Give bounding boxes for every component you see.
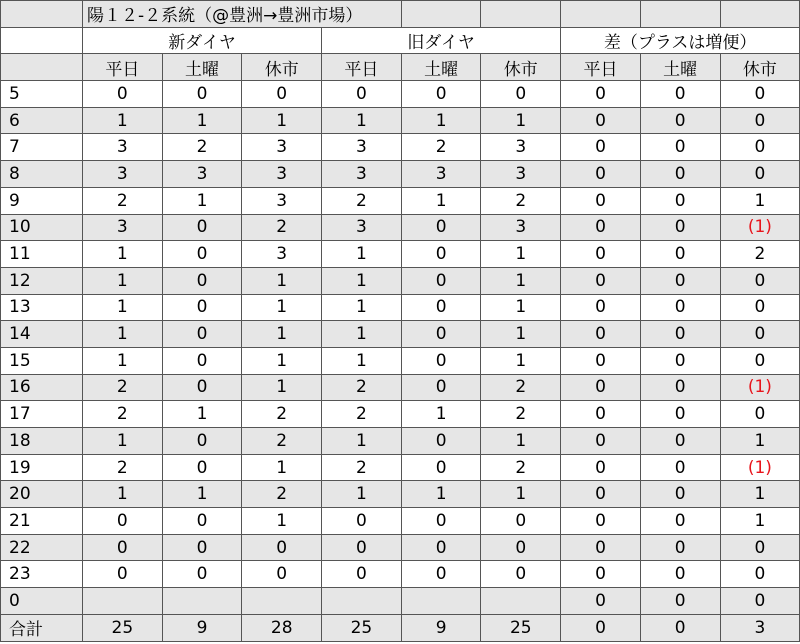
corner-cell: [1, 27, 83, 54]
value-cell: 0: [401, 347, 481, 374]
value-cell: 0: [640, 401, 720, 428]
table-title: 陽１２-２系統（@豊洲→豊洲市場）: [83, 1, 402, 28]
value-cell: 3: [83, 214, 163, 241]
value-cell: 1: [481, 481, 561, 508]
blank-cell: [720, 1, 800, 28]
value-cell: [162, 588, 242, 615]
value-cell: 0: [720, 267, 800, 294]
value-cell: 0: [720, 401, 800, 428]
hour-cell: 6: [1, 107, 83, 134]
total-row: [1, 614, 800, 641]
value-cell: 1: [401, 187, 481, 214]
subheader-cell: 休市: [720, 54, 800, 81]
value-cell: 2: [322, 187, 402, 214]
value-cell: 0: [401, 214, 481, 241]
value-cell: 2: [242, 428, 322, 455]
value-cell: 1: [481, 347, 561, 374]
value-cell: 3: [83, 134, 163, 161]
value-cell: 1: [83, 107, 163, 134]
blank-cell: [640, 1, 720, 28]
value-cell: 3: [322, 214, 402, 241]
value-cell: 0: [640, 187, 720, 214]
value-cell: 0: [401, 294, 481, 321]
value-cell: 1: [481, 428, 561, 455]
value-cell: 0: [322, 561, 402, 588]
value-cell: 0: [162, 241, 242, 268]
value-cell: 1: [322, 347, 402, 374]
value-cell: 1: [83, 428, 163, 455]
value-cell: 0: [640, 161, 720, 188]
value-cell: 0: [640, 588, 720, 615]
value-cell: 0: [83, 508, 163, 535]
value-cell: 0: [640, 267, 720, 294]
value-cell: 0: [401, 454, 481, 481]
value-cell: 3: [242, 134, 322, 161]
value-cell: 0: [640, 534, 720, 561]
value-cell: 0: [401, 508, 481, 535]
value-cell: 1: [242, 294, 322, 321]
value-cell: 1: [83, 294, 163, 321]
corner-cell: [1, 54, 83, 81]
value-cell: 1: [322, 294, 402, 321]
value-cell: 2: [481, 374, 561, 401]
table-row: [1, 374, 800, 401]
value-cell: 0: [561, 561, 641, 588]
value-cell: 2: [322, 454, 402, 481]
total-cell: 25: [481, 614, 561, 641]
value-cell: [83, 588, 163, 615]
total-cell: 3: [720, 614, 800, 641]
value-cell: 0: [640, 321, 720, 348]
value-cell: 1: [162, 107, 242, 134]
value-cell: 0: [561, 241, 641, 268]
table-row: [1, 561, 800, 588]
total-cell: 28: [242, 614, 322, 641]
table-row: [1, 107, 800, 134]
value-cell: 2: [83, 401, 163, 428]
value-cell: [322, 588, 402, 615]
table-row: [1, 187, 800, 214]
value-cell: 0: [640, 508, 720, 535]
hour-cell: 20: [1, 481, 83, 508]
group-header-row: [1, 27, 800, 54]
value-cell: 0: [401, 374, 481, 401]
value-cell: 0: [83, 81, 163, 108]
value-cell: 0: [640, 214, 720, 241]
value-cell: 1: [481, 321, 561, 348]
value-cell: 3: [401, 161, 481, 188]
hour-cell: 12: [1, 267, 83, 294]
value-cell: 0: [640, 134, 720, 161]
value-cell: 1: [322, 481, 402, 508]
total-cell: 9: [162, 614, 242, 641]
value-cell: 2: [322, 374, 402, 401]
table-row: [1, 428, 800, 455]
table-row: [1, 81, 800, 108]
value-cell: 1: [162, 187, 242, 214]
hour-cell: 23: [1, 561, 83, 588]
hour-cell: 0: [1, 588, 83, 615]
value-cell: 0: [720, 107, 800, 134]
table-row: [1, 347, 800, 374]
table-row: [1, 481, 800, 508]
hour-cell: 15: [1, 347, 83, 374]
hour-cell: 21: [1, 508, 83, 535]
value-cell: 0: [561, 267, 641, 294]
value-cell: 2: [83, 187, 163, 214]
title-row: [1, 1, 800, 28]
subheader-cell: 土曜: [162, 54, 242, 81]
value-cell: [242, 588, 322, 615]
value-cell: 1: [162, 481, 242, 508]
value-cell: 0: [481, 561, 561, 588]
value-cell: (1): [720, 214, 800, 241]
value-cell: 0: [162, 321, 242, 348]
value-cell: 0: [481, 534, 561, 561]
value-cell: 1: [401, 481, 481, 508]
value-cell: 0: [561, 534, 641, 561]
table-row: [1, 321, 800, 348]
value-cell: 0: [162, 561, 242, 588]
value-cell: 0: [561, 214, 641, 241]
value-cell: 0: [561, 481, 641, 508]
value-cell: 1: [720, 508, 800, 535]
table-row: [1, 214, 800, 241]
value-cell: 0: [561, 161, 641, 188]
value-cell: 1: [481, 107, 561, 134]
value-cell: 0: [242, 561, 322, 588]
value-cell: 0: [561, 107, 641, 134]
value-cell: 0: [162, 347, 242, 374]
group-header-diff: 差（プラスは増便）: [561, 27, 800, 54]
value-cell: 0: [561, 294, 641, 321]
value-cell: 1: [83, 321, 163, 348]
group-header-new: 新ダイヤ: [83, 27, 322, 54]
table-row: [1, 294, 800, 321]
hour-cell: 14: [1, 321, 83, 348]
value-cell: 0: [720, 81, 800, 108]
value-cell: 0: [561, 134, 641, 161]
hour-cell: 11: [1, 241, 83, 268]
value-cell: 0: [640, 561, 720, 588]
hour-cell: 22: [1, 534, 83, 561]
value-cell: 3: [481, 214, 561, 241]
hour-cell: 10: [1, 214, 83, 241]
value-cell: 0: [720, 134, 800, 161]
subheader-cell: 土曜: [640, 54, 720, 81]
value-cell: 0: [640, 428, 720, 455]
hour-cell: 7: [1, 134, 83, 161]
value-cell: 0: [720, 294, 800, 321]
value-cell: 2: [481, 187, 561, 214]
value-cell: 1: [720, 481, 800, 508]
blank-cell: [481, 1, 561, 28]
value-cell: 0: [322, 508, 402, 535]
value-cell: 0: [162, 294, 242, 321]
value-cell: 1: [322, 428, 402, 455]
value-cell: 1: [83, 267, 163, 294]
hour-cell: 9: [1, 187, 83, 214]
value-cell: 3: [481, 161, 561, 188]
value-cell: 0: [401, 561, 481, 588]
hour-cell: 16: [1, 374, 83, 401]
value-cell: 3: [162, 161, 242, 188]
value-cell: 0: [401, 81, 481, 108]
value-cell: 2: [83, 454, 163, 481]
value-cell: 0: [561, 588, 641, 615]
value-cell: 1: [720, 187, 800, 214]
value-cell: 2: [720, 241, 800, 268]
value-cell: 1: [242, 267, 322, 294]
value-cell: 0: [401, 534, 481, 561]
total-cell: 9: [401, 614, 481, 641]
table-row: [1, 534, 800, 561]
value-cell: 1: [83, 347, 163, 374]
total-label: 合計: [1, 614, 83, 641]
value-cell: 0: [720, 321, 800, 348]
value-cell: 0: [401, 241, 481, 268]
table-row: [1, 588, 800, 615]
blank-cell: [401, 1, 481, 28]
subheader-row: [1, 54, 800, 81]
value-cell: 3: [322, 134, 402, 161]
value-cell: 0: [322, 81, 402, 108]
value-cell: 0: [640, 241, 720, 268]
value-cell: 0: [561, 428, 641, 455]
value-cell: 0: [162, 508, 242, 535]
value-cell: 0: [162, 81, 242, 108]
subheader-cell: 平日: [561, 54, 641, 81]
value-cell: 2: [481, 401, 561, 428]
value-cell: 2: [242, 401, 322, 428]
value-cell: 1: [481, 241, 561, 268]
value-cell: 0: [481, 81, 561, 108]
value-cell: 1: [162, 401, 242, 428]
value-cell: 0: [401, 267, 481, 294]
value-cell: 0: [401, 428, 481, 455]
value-cell: 0: [640, 81, 720, 108]
value-cell: 1: [322, 107, 402, 134]
value-cell: 0: [162, 534, 242, 561]
table-row: [1, 454, 800, 481]
value-cell: 0: [561, 347, 641, 374]
value-cell: 3: [83, 161, 163, 188]
subheader-cell: 平日: [322, 54, 402, 81]
value-cell: 2: [83, 374, 163, 401]
table-row: [1, 161, 800, 188]
value-cell: 3: [242, 161, 322, 188]
value-cell: 1: [242, 508, 322, 535]
total-cell: 0: [640, 614, 720, 641]
value-cell: 0: [720, 561, 800, 588]
value-cell: 0: [720, 161, 800, 188]
value-cell: 0: [640, 347, 720, 374]
value-cell: 1: [401, 107, 481, 134]
value-cell: 1: [322, 241, 402, 268]
value-cell: 0: [720, 588, 800, 615]
total-cell: 25: [322, 614, 402, 641]
corner-cell: [1, 1, 83, 28]
value-cell: (1): [720, 454, 800, 481]
value-cell: 0: [162, 374, 242, 401]
value-cell: (1): [720, 374, 800, 401]
subheader-cell: 平日: [83, 54, 163, 81]
value-cell: 1: [242, 321, 322, 348]
value-cell: 0: [561, 454, 641, 481]
value-cell: [401, 588, 481, 615]
value-cell: 0: [561, 81, 641, 108]
value-cell: 0: [720, 534, 800, 561]
value-cell: 2: [242, 214, 322, 241]
value-cell: 0: [561, 401, 641, 428]
value-cell: 2: [401, 134, 481, 161]
blank-cell: [561, 1, 641, 28]
table-row: [1, 508, 800, 535]
value-cell: 1: [83, 241, 163, 268]
value-cell: 3: [242, 241, 322, 268]
value-cell: 1: [720, 428, 800, 455]
value-cell: 0: [640, 294, 720, 321]
hour-cell: 17: [1, 401, 83, 428]
value-cell: 0: [561, 321, 641, 348]
value-cell: 0: [561, 187, 641, 214]
value-cell: 1: [322, 321, 402, 348]
subheader-cell: 休市: [242, 54, 322, 81]
value-cell: 0: [640, 107, 720, 134]
value-cell: 0: [83, 561, 163, 588]
value-cell: 0: [640, 481, 720, 508]
value-cell: 1: [242, 374, 322, 401]
hour-cell: 8: [1, 161, 83, 188]
value-cell: 0: [162, 454, 242, 481]
value-cell: 0: [162, 214, 242, 241]
value-cell: 1: [242, 454, 322, 481]
total-cell: 25: [83, 614, 163, 641]
table-row: [1, 267, 800, 294]
value-cell: 1: [83, 481, 163, 508]
value-cell: 0: [242, 81, 322, 108]
value-cell: 2: [242, 481, 322, 508]
value-cell: 2: [322, 401, 402, 428]
value-cell: 0: [481, 508, 561, 535]
value-cell: 0: [561, 374, 641, 401]
table-row: [1, 134, 800, 161]
value-cell: 0: [162, 428, 242, 455]
hour-cell: 5: [1, 81, 83, 108]
table-row: [1, 401, 800, 428]
value-cell: 0: [720, 347, 800, 374]
value-cell: 1: [322, 267, 402, 294]
table-row: [1, 241, 800, 268]
value-cell: 1: [242, 107, 322, 134]
value-cell: 0: [640, 454, 720, 481]
value-cell: 1: [401, 401, 481, 428]
value-cell: 0: [83, 534, 163, 561]
value-cell: 2: [481, 454, 561, 481]
hour-cell: 18: [1, 428, 83, 455]
value-cell: 0: [640, 374, 720, 401]
subheader-cell: 休市: [481, 54, 561, 81]
value-cell: 1: [481, 294, 561, 321]
value-cell: 2: [162, 134, 242, 161]
value-cell: 3: [322, 161, 402, 188]
hour-cell: 13: [1, 294, 83, 321]
value-cell: 0: [322, 534, 402, 561]
value-cell: 0: [242, 534, 322, 561]
value-cell: 3: [242, 187, 322, 214]
value-cell: 3: [481, 134, 561, 161]
subheader-cell: 土曜: [401, 54, 481, 81]
hour-cell: 19: [1, 454, 83, 481]
value-cell: 0: [162, 267, 242, 294]
value-cell: 1: [481, 267, 561, 294]
value-cell: [481, 588, 561, 615]
value-cell: 0: [561, 508, 641, 535]
value-cell: 1: [242, 347, 322, 374]
group-header-old: 旧ダイヤ: [322, 27, 561, 54]
value-cell: 0: [401, 321, 481, 348]
total-cell: 0: [561, 614, 641, 641]
